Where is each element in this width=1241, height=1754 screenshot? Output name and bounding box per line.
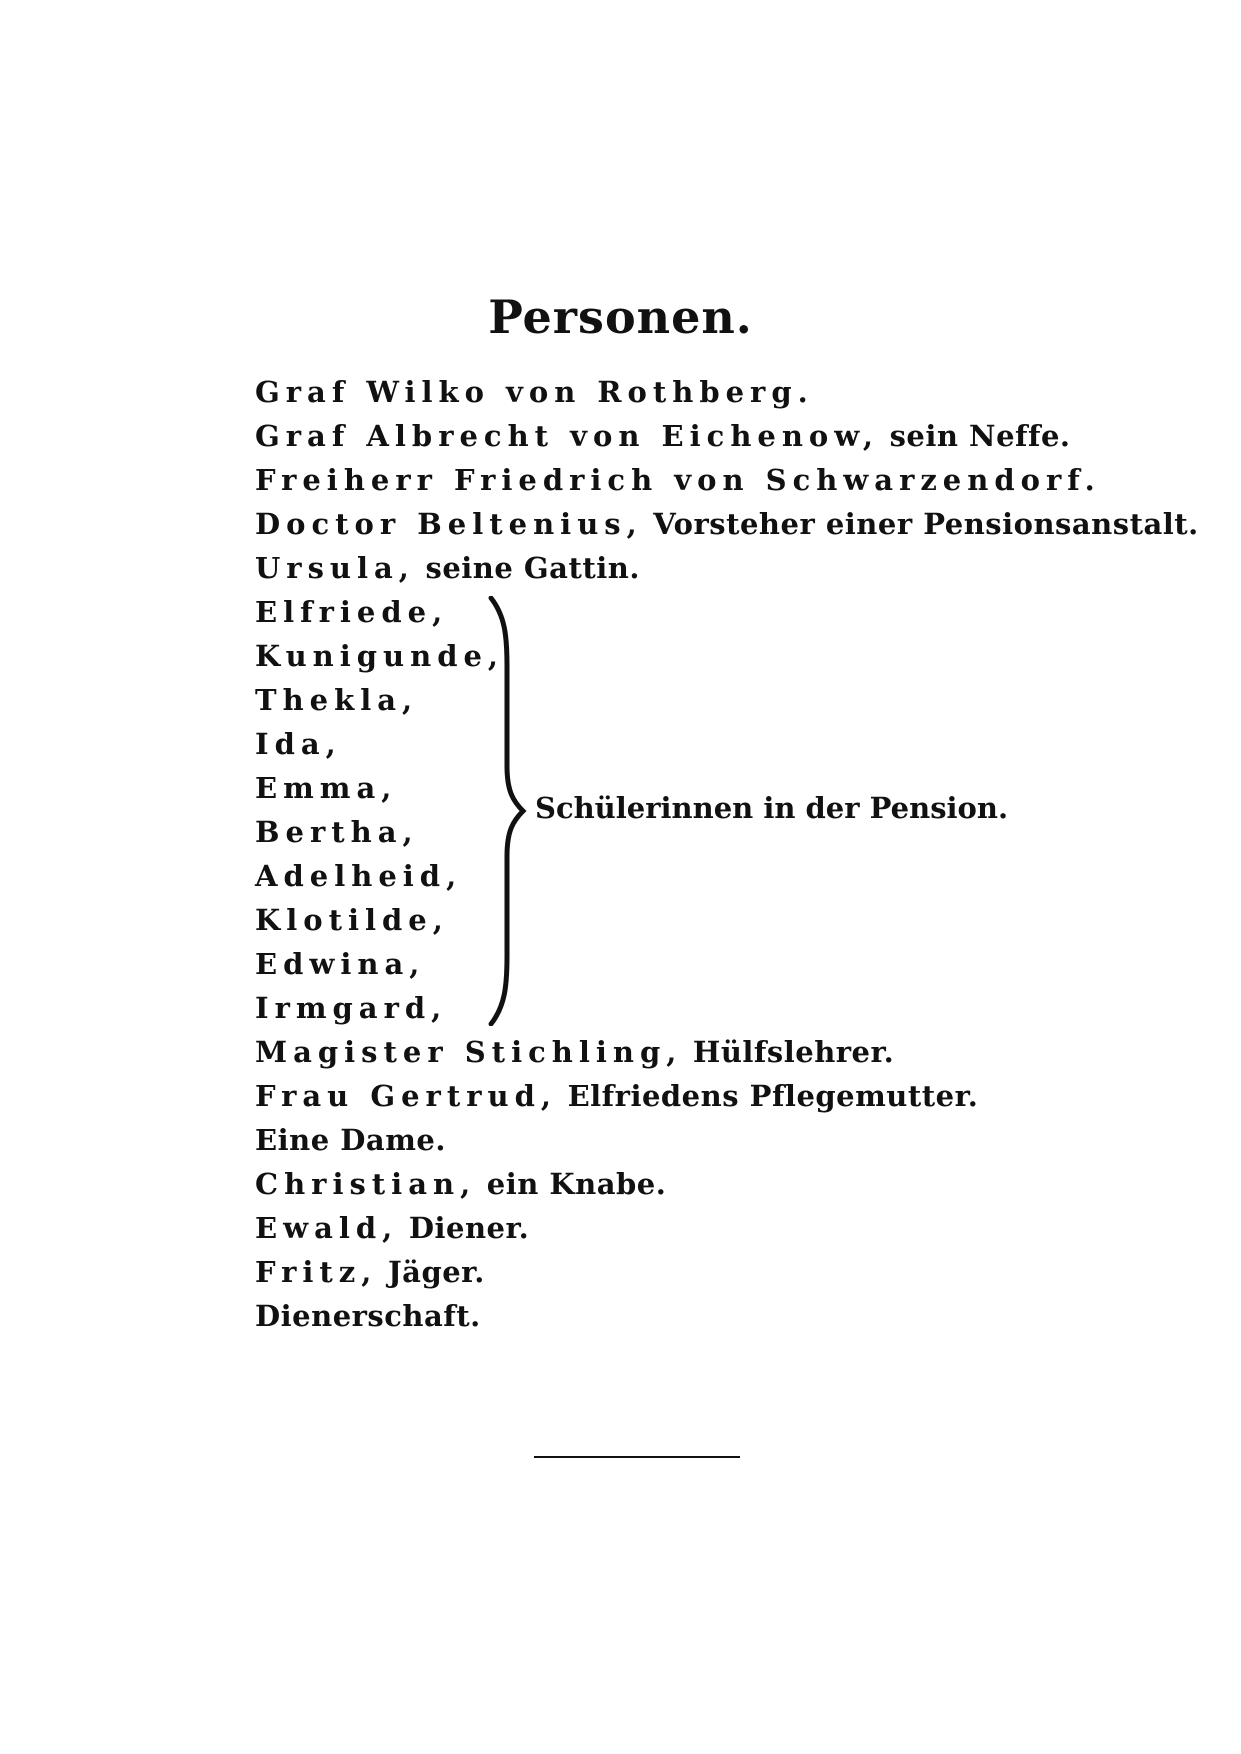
character-name: Doctor Beltenius,: [255, 507, 643, 541]
character-name: Ewald,: [255, 1211, 399, 1245]
character-name: Eine Dame.: [255, 1123, 446, 1157]
character-line: [255, 1206, 1155, 1250]
character-name: Ursula,: [255, 551, 415, 585]
character-name: Graf Wilko von Rothberg.: [255, 375, 814, 409]
pupil-name: Edwina,: [255, 947, 426, 981]
pupil-name: Kunigunde,: [255, 639, 505, 673]
character-role: sein Neffe.: [878, 419, 1071, 453]
character-line: [255, 370, 1155, 414]
character-line: [255, 502, 1199, 546]
pupils-group-label: Schülerinnen in der Pension.: [535, 791, 1009, 825]
character-line: [255, 1250, 1155, 1294]
character-role: seine Gattin.: [414, 551, 640, 585]
character-name: Dienerschaft.: [255, 1299, 481, 1333]
character-line: [255, 1030, 1155, 1074]
character-name: Frau Gertrud,: [255, 1079, 557, 1113]
character-line: [255, 1074, 1155, 1118]
pupil-name: Thekla,: [255, 683, 419, 717]
curly-brace: [483, 596, 533, 1026]
character-name: Fritz,: [255, 1255, 378, 1289]
character-name: Christian,: [255, 1167, 477, 1201]
character-role: ein Knabe.: [476, 1167, 667, 1201]
pupil-name: Ida,: [255, 727, 342, 761]
character-name: Graf Albrecht von Eichenow,: [255, 419, 879, 453]
page-title: Personen.: [488, 290, 753, 344]
character-role: Elfriedens Pflegemutter.: [556, 1079, 979, 1113]
character-line: [255, 414, 1155, 458]
character-role: Vorsteher einer Pensionsanstalt.: [642, 507, 1199, 541]
character-role: Jäger.: [377, 1255, 485, 1289]
character-role: Hülfslehrer.: [682, 1035, 895, 1069]
dramatis-personae-list: [255, 370, 1199, 1338]
pupil-name: Adelheid,: [255, 859, 463, 893]
pupil-name: Klotilde,: [255, 903, 449, 937]
pupils-group: [255, 590, 1155, 1030]
character-line: [255, 1162, 1155, 1206]
character-line: [255, 1294, 1155, 1338]
character-name: Freiherr Friedrich von Schwarzendorf.: [255, 463, 1101, 497]
character-role: Diener.: [398, 1211, 530, 1245]
character-name: Magister Stichling,: [255, 1035, 683, 1069]
pupil-name: Elfriede,: [255, 595, 449, 629]
character-line: [255, 546, 1155, 590]
pupil-name: Bertha,: [255, 815, 419, 849]
character-line: [255, 1118, 1155, 1162]
pupil-name: Emma,: [255, 771, 398, 805]
character-line: [255, 458, 1155, 502]
section-divider: [534, 1456, 740, 1458]
pupil-name: Irmgard,: [255, 991, 448, 1025]
